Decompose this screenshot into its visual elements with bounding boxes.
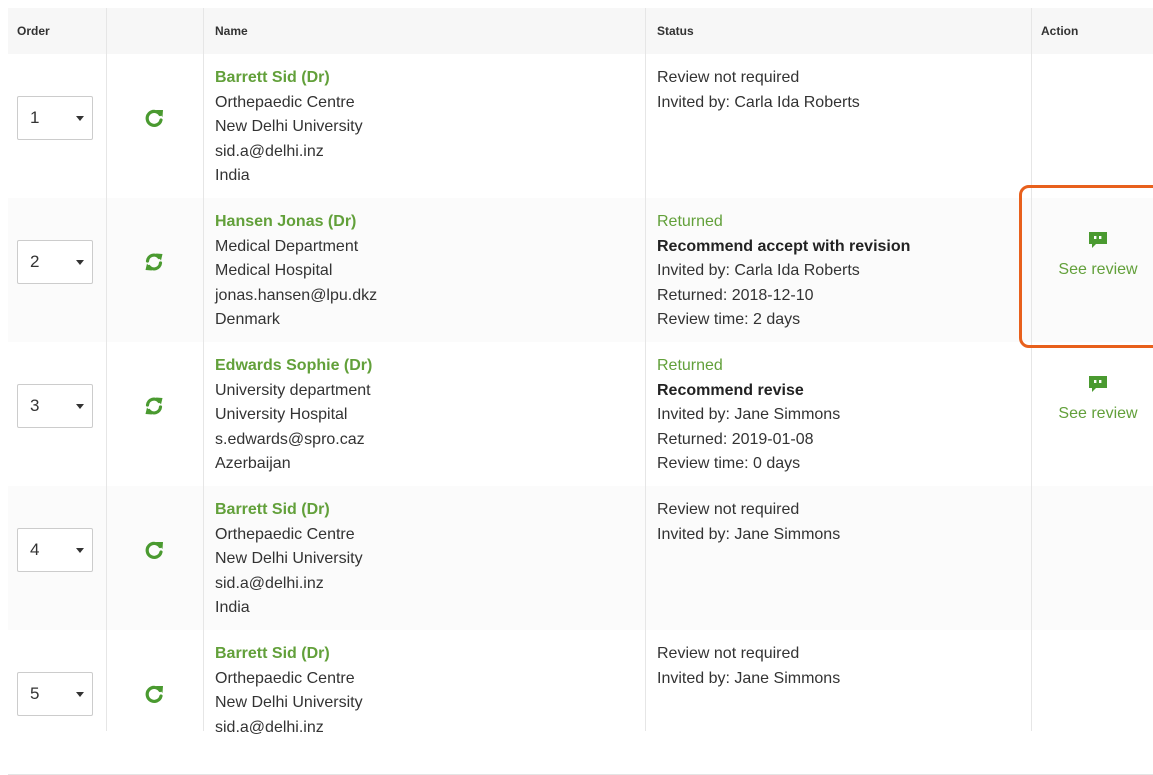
reviewer-info — [215, 354, 372, 477]
status-text: Review not required — [657, 501, 800, 518]
reviewer-email: s.edwards@spro.caz — [215, 430, 365, 448]
column-divider — [1031, 8, 1032, 731]
order-value: 3 — [30, 396, 40, 415]
caret-down-icon — [76, 692, 84, 697]
table-header — [8, 8, 1153, 55]
header-action: Action — [1041, 24, 1079, 38]
refresh-icon[interactable] — [144, 540, 164, 560]
caret-down-icon — [76, 548, 84, 553]
see-review-link[interactable]: See review — [1058, 405, 1138, 422]
sync-icon[interactable] — [144, 396, 164, 416]
table-row — [8, 342, 1153, 487]
reviewer-name[interactable]: Edwards Sophie (Dr) — [215, 357, 373, 374]
caret-down-icon — [76, 404, 84, 409]
review-time: Review time: 2 days — [657, 311, 801, 328]
comment-icon[interactable] — [1087, 374, 1109, 394]
order-select[interactable] — [17, 672, 93, 716]
reviewer-info — [215, 642, 363, 740]
returned-date: Returned: 2018-12-10 — [657, 286, 814, 304]
returned-date: Returned: 2019-01-08 — [657, 430, 814, 448]
sync-icon[interactable] — [144, 252, 164, 272]
review-time: Review time: 0 days — [657, 455, 801, 472]
reviewer-email: sid.a@delhi.inz — [215, 574, 324, 592]
reviewer-name[interactable]: Barrett Sid (Dr) — [215, 501, 330, 518]
status-text: Review not required — [657, 69, 800, 86]
recommendation: Recommend revise — [657, 381, 804, 399]
invited-by: Invited by: Jane Simmons — [657, 669, 841, 687]
reviewer-info — [215, 66, 363, 189]
column-divider — [203, 8, 204, 731]
reviewer-institution: New Delhi University — [215, 550, 363, 567]
reviewer-department: University department — [215, 381, 371, 399]
status-info — [657, 66, 860, 115]
refresh-icon[interactable] — [144, 684, 164, 704]
recommendation: Recommend accept with revision — [657, 237, 911, 255]
invited-by: Invited by: Carla Ida Roberts — [657, 93, 860, 111]
reviewer-department: Orthepaedic Centre — [215, 93, 355, 111]
reviewer-info — [215, 498, 363, 621]
reviewer-department: Orthepaedic Centre — [215, 525, 355, 543]
reviewer-department: Medical Department — [215, 237, 359, 255]
reviewer-country: Azerbaijan — [215, 455, 291, 472]
invited-by: Invited by: Carla Ida Roberts — [657, 262, 860, 279]
invited-by: Invited by: Jane Simmons — [657, 406, 841, 423]
table-row — [8, 198, 1153, 343]
refresh-icon[interactable] — [144, 108, 164, 128]
order-select[interactable] — [17, 528, 93, 572]
see-review-action[interactable] — [1048, 374, 1148, 423]
reviewer-email: jonas.hansen@lpu.dkz — [215, 286, 378, 304]
reviewer-department: Orthepaedic Centre — [215, 669, 355, 687]
reviewer-name[interactable]: Hansen Jonas (Dr) — [215, 213, 357, 230]
reviewer-country: Denmark — [215, 311, 280, 328]
header-name: Name — [215, 24, 248, 38]
reviewer-email: sid.a@delhi.inz — [215, 718, 324, 736]
table-row — [8, 630, 1153, 775]
caret-down-icon — [76, 260, 84, 265]
order-value: 1 — [30, 108, 40, 127]
caret-down-icon — [76, 116, 84, 121]
column-divider — [106, 8, 107, 731]
header-order: Order — [17, 24, 50, 38]
column-divider — [645, 8, 646, 731]
reviewer-institution: University Hospital — [215, 406, 348, 423]
order-value: 4 — [30, 540, 40, 559]
see-review-link[interactable]: See review — [1058, 261, 1138, 278]
invited-by: Invited by: Jane Simmons — [657, 525, 841, 543]
table-row — [8, 54, 1153, 199]
order-select[interactable] — [17, 240, 93, 284]
order-select[interactable] — [17, 384, 93, 428]
reviewer-name[interactable]: Barrett Sid (Dr) — [215, 69, 330, 86]
reviewer-email: sid.a@delhi.inz — [215, 142, 324, 160]
status-info — [657, 642, 840, 691]
table-row — [8, 486, 1153, 631]
status-info — [657, 354, 840, 477]
status-text: Returned — [657, 213, 723, 230]
order-value: 5 — [30, 684, 40, 703]
status-info — [657, 210, 910, 333]
reviewer-institution: New Delhi University — [215, 118, 363, 135]
reviewer-country: India — [215, 167, 250, 184]
reviewer-institution: Medical Hospital — [215, 262, 333, 279]
header-status: Status — [657, 24, 694, 38]
status-text: Review not required — [657, 645, 800, 662]
reviewer-country: India — [215, 599, 250, 616]
reviewer-name[interactable]: Barrett Sid (Dr) — [215, 645, 330, 662]
status-info — [657, 498, 840, 547]
status-text: Returned — [657, 357, 723, 374]
order-select[interactable] — [17, 96, 93, 140]
highlight-callout — [1019, 185, 1153, 348]
order-value: 2 — [30, 252, 40, 271]
reviewer-info — [215, 210, 377, 333]
reviewer-institution: New Delhi University — [215, 694, 363, 711]
